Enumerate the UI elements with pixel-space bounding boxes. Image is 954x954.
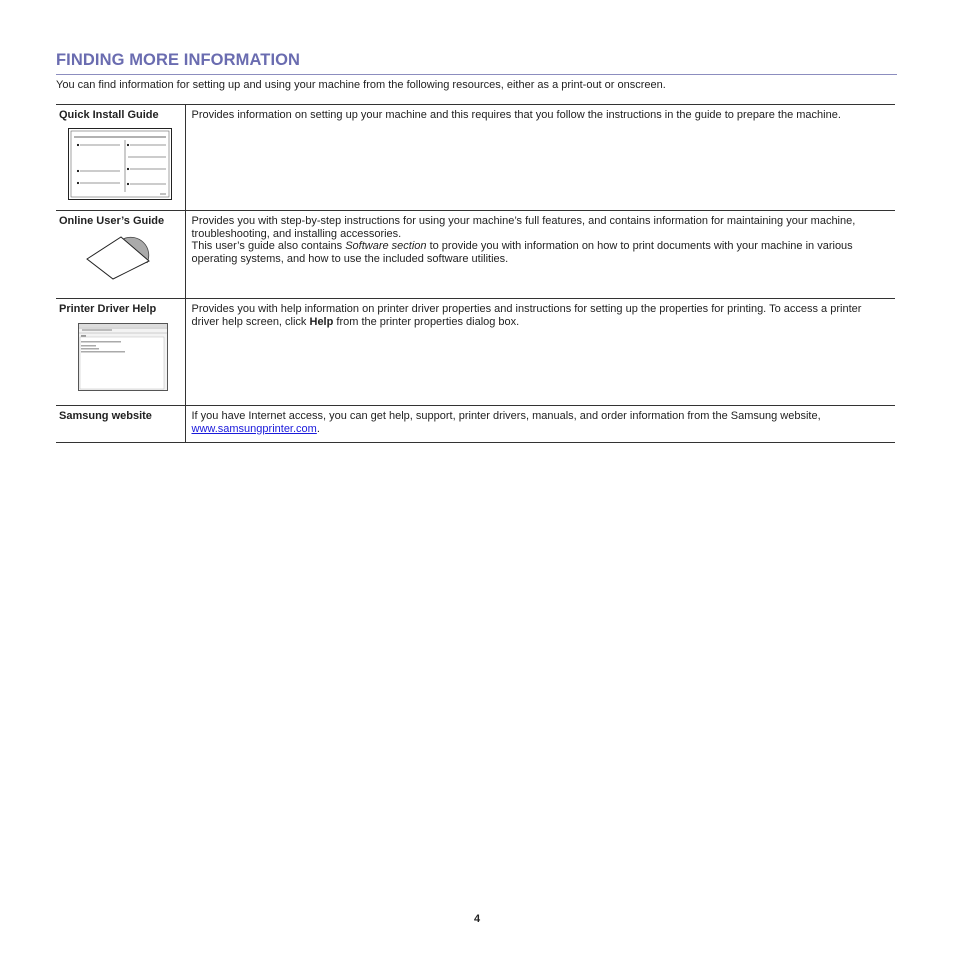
quick-install-guide-thumbnail	[68, 128, 172, 200]
resource-description: This user’s guide also contains Software section to provide you with information on how to print documents with your machine in various operating systems, and how to use the included software utilities.	[191, 240, 853, 265]
resource-name: Quick Install Guide	[59, 109, 159, 121]
description-cell	[185, 105, 895, 211]
software-section-term: Software section	[345, 240, 427, 252]
resource-cell	[56, 406, 185, 443]
resource-name: Printer Driver Help	[59, 303, 157, 315]
resource-cell	[56, 211, 185, 299]
samsung-website-link[interactable]: www.samsungprinter.com	[191, 422, 317, 435]
table-row	[56, 211, 895, 299]
resource-name: Online User’s Guide	[59, 215, 165, 227]
cd-sleeve-icon	[85, 233, 151, 281]
table-row	[56, 299, 895, 406]
resource-cell	[56, 105, 185, 211]
page-title: FINDING MORE INFORMATION	[56, 51, 301, 69]
resource-description: Provides you with step-by-step instructions for using your machine’s full features, and contains information for maintaining your machine, troubleshooting, and installing accessories.	[191, 215, 856, 240]
resource-cell	[56, 299, 185, 406]
description-cell	[185, 211, 895, 299]
help-term: Help	[309, 315, 334, 328]
resources-table	[56, 104, 895, 443]
page-number: 4	[473, 913, 481, 925]
description-cell	[185, 406, 895, 443]
table-row	[56, 406, 895, 443]
resource-name: Samsung website	[59, 410, 152, 422]
resource-description: If you have Internet access, you can get help, support, printer drivers, manuals, and order information from the Samsung website, www.samsungprinter.com.	[191, 410, 821, 435]
description-cell	[185, 299, 895, 406]
resource-description: Provides you with help information on printer driver properties and instructions for setting up the properties for printing. To access a printer driver help screen, click Help from the printer properties dialog box.	[191, 303, 862, 328]
table-row	[56, 105, 895, 211]
intro-text: You can find information for setting up and using your machine from the following resources, either as a print-out or onscreen.	[56, 79, 666, 91]
title-rule	[56, 74, 897, 75]
resource-description: Provides information on setting up your machine and this requires that you follow the instructions in the guide to prepare the machine.	[191, 109, 841, 121]
help-window-thumbnail	[78, 323, 168, 391]
